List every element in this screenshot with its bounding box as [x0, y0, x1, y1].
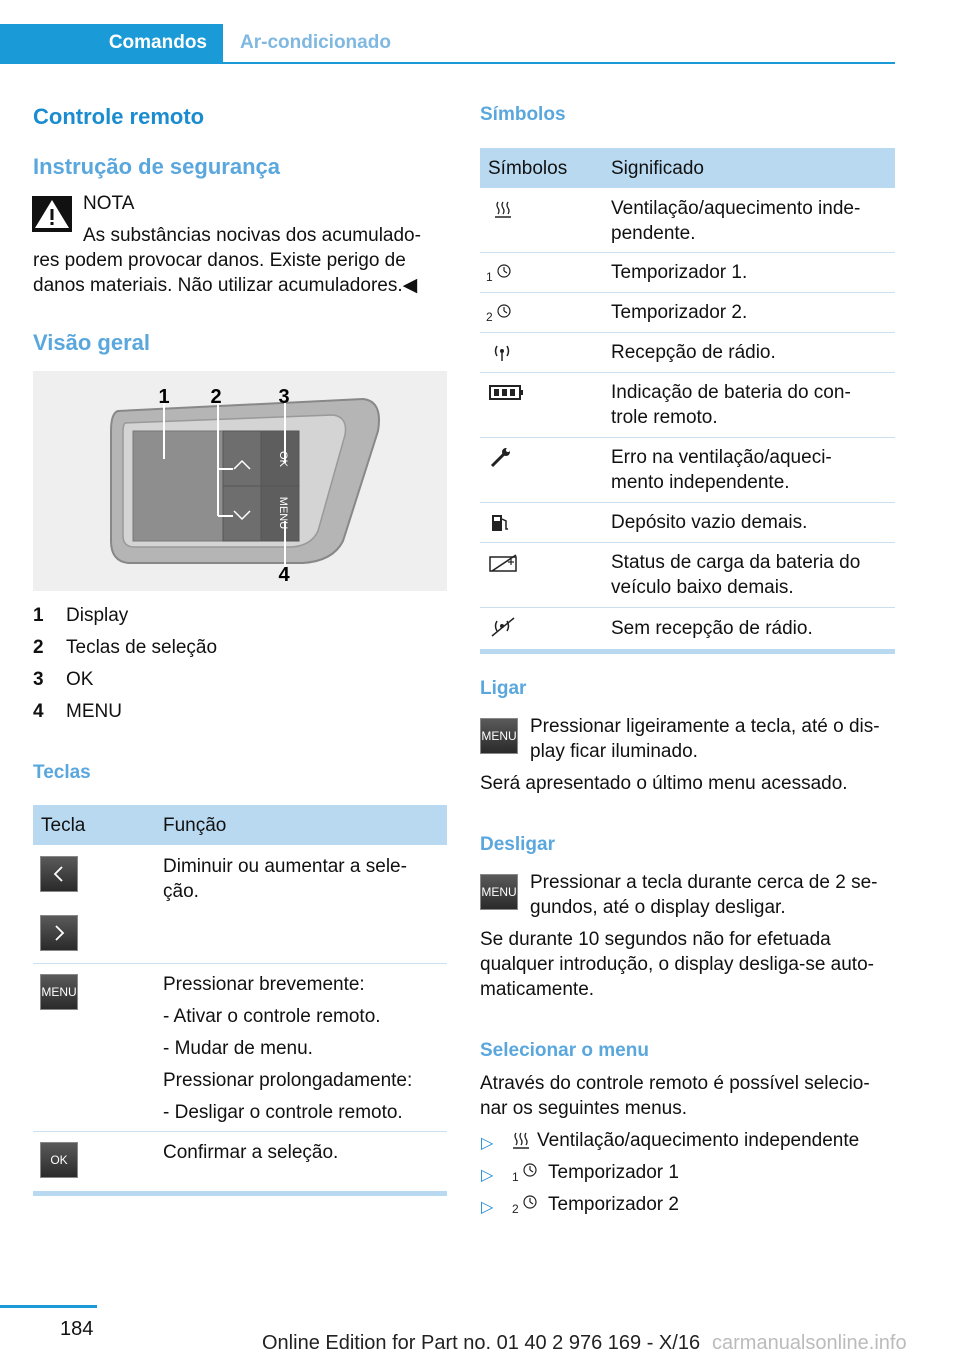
bullet-icon: ▷ — [481, 1135, 494, 1152]
note-text-line: danos materiais. Não utilizar acumuladores.◀ — [33, 275, 418, 296]
body-text: play ficar iluminado. — [530, 741, 698, 762]
ok-key-icon: OK — [40, 1142, 78, 1178]
menu-key-icon: MENU — [40, 974, 78, 1010]
select-menu-heading: Selecionar o menu — [480, 1040, 649, 1061]
symbols-heading: Símbolos — [480, 104, 566, 125]
table-row: OK Confirmar a seleção. — [33, 1132, 447, 1190]
keys-heading: Teclas — [33, 762, 91, 783]
safety-heading: Instrução de segurança — [33, 154, 280, 179]
body-text: Pressionar ligeiramente a tecla, até o dis- — [530, 716, 880, 737]
table-row: Depósito vazio demais. — [480, 503, 895, 543]
figure-label-2: 2 — [210, 386, 222, 408]
footer-accent-line — [0, 1305, 97, 1308]
overview-heading: Visão geral — [33, 330, 150, 355]
tab-comandos[interactable]: Comandos — [0, 24, 223, 62]
tab-ar-condicionado[interactable]: Ar-condicionado — [240, 32, 391, 53]
body-text: maticamente. — [480, 979, 595, 1000]
bullet-icon: ▷ — [481, 1199, 494, 1216]
note-text-line: As substâncias nocivas dos acumulado- — [83, 225, 421, 246]
note-text-line: res podem provocar danos. Existe perigo de — [33, 250, 406, 271]
legend-text: OK — [66, 669, 94, 690]
keys-table-header: Tecla Função — [33, 805, 447, 845]
legend-number: 2 — [33, 637, 44, 658]
table-bottom-border — [480, 649, 895, 654]
warning-triangle-icon — [32, 196, 72, 232]
menu-key-icon: MENU — [480, 718, 518, 754]
body-text: Pressionar a tecla durante cerca de 2 se- — [530, 872, 878, 893]
note-label: NOTA — [83, 193, 135, 214]
svg-text:2: 2 — [512, 1202, 519, 1216]
symbols-table — [480, 148, 895, 656]
watermark: carmanualsonline.info — [712, 1332, 907, 1354]
body-text: qualquer introdução, o display desliga-se auto- — [480, 954, 874, 975]
chevron-right-icon — [40, 915, 78, 951]
vehicle-battery-low-icon — [486, 551, 526, 575]
figure-ok-label: OK — [277, 451, 289, 467]
table-row: MENU Pressionar brevemente: - Ativar o controle remoto. - Mudar de menu. Pressionar prolongadamente: - Desligar o controle remoto. — [33, 964, 447, 1132]
timer-1-icon — [510, 1160, 544, 1184]
table-row: Indicação de bateria do con- trole remoto. — [480, 373, 895, 438]
figure-label-4: 4 — [278, 564, 290, 586]
page-number: 184 — [60, 1318, 94, 1340]
figure-menu-label: MENU — [277, 496, 289, 530]
body-text: gundos, até o display desligar. — [530, 897, 786, 918]
table-row: 1 Temporizador 1. — [480, 253, 895, 293]
table-bottom-border — [33, 1191, 447, 1196]
radio-signal-icon — [486, 341, 526, 365]
table-row: 2 Temporizador 2. — [480, 293, 895, 333]
figure-label-1: 1 — [158, 386, 170, 408]
timer-2-icon — [510, 1192, 544, 1216]
symbols-table-header: Símbolos Significado — [480, 148, 895, 188]
no-radio-signal-icon — [486, 616, 526, 640]
list-item: Ventilação/aquecimento independente — [537, 1130, 860, 1151]
svg-text:1: 1 — [486, 270, 493, 284]
body-text: Será apresentado o último menu acessado. — [480, 773, 848, 794]
list-item: Temporizador 1 — [548, 1162, 679, 1183]
fuel-pump-icon — [486, 511, 526, 535]
remote-control-figure — [33, 371, 447, 591]
svg-text:1: 1 — [512, 1170, 519, 1184]
body-text: nar os seguintes menus. — [480, 1098, 688, 1119]
off-heading: Desligar — [480, 834, 555, 855]
heater-icon — [486, 198, 526, 222]
wrench-icon — [486, 446, 526, 470]
menu-key-icon: MENU — [480, 874, 518, 910]
table-row: Erro na ventilação/aqueci- mento independente. — [480, 438, 895, 503]
list-item: Temporizador 2 — [548, 1194, 679, 1215]
on-heading: Ligar — [480, 678, 527, 699]
table-row: Recepção de rádio. — [480, 333, 895, 373]
table-row: Status de carga da bateria do veículo baixo demais. — [480, 543, 895, 608]
edition-text: Online Edition for Part no. 01 40 2 976 169 - X/16 — [262, 1332, 701, 1354]
keys-table — [33, 805, 447, 1195]
legend-number: 1 — [33, 605, 44, 626]
section-title: Controle remoto — [33, 104, 205, 129]
legend-text: MENU — [66, 701, 122, 722]
legend-text: Teclas de seleção — [66, 637, 218, 658]
figure-label-3: 3 — [278, 386, 290, 408]
heater-icon — [510, 1130, 532, 1152]
top-navigation — [0, 24, 895, 64]
legend-text: Display — [66, 605, 129, 626]
chevron-left-icon — [40, 856, 78, 892]
table-row: Diminuir ou aumentar a sele- ção. — [33, 845, 447, 964]
body-text: Se durante 10 segundos não for efetuada — [480, 929, 831, 950]
timer-2-icon — [486, 301, 526, 325]
bullet-icon: ▷ — [481, 1167, 494, 1184]
battery-icon — [486, 381, 526, 405]
table-row: Sem recepção de rádio. — [480, 608, 895, 648]
legend-number: 3 — [33, 669, 44, 690]
table-row: Ventilação/aquecimento inde- pendente. — [480, 188, 895, 253]
svg-text:2: 2 — [486, 310, 493, 324]
body-text: Através do controle remoto é possível selecio- — [480, 1073, 870, 1094]
legend-number: 4 — [33, 701, 44, 722]
timer-1-icon — [486, 261, 526, 285]
